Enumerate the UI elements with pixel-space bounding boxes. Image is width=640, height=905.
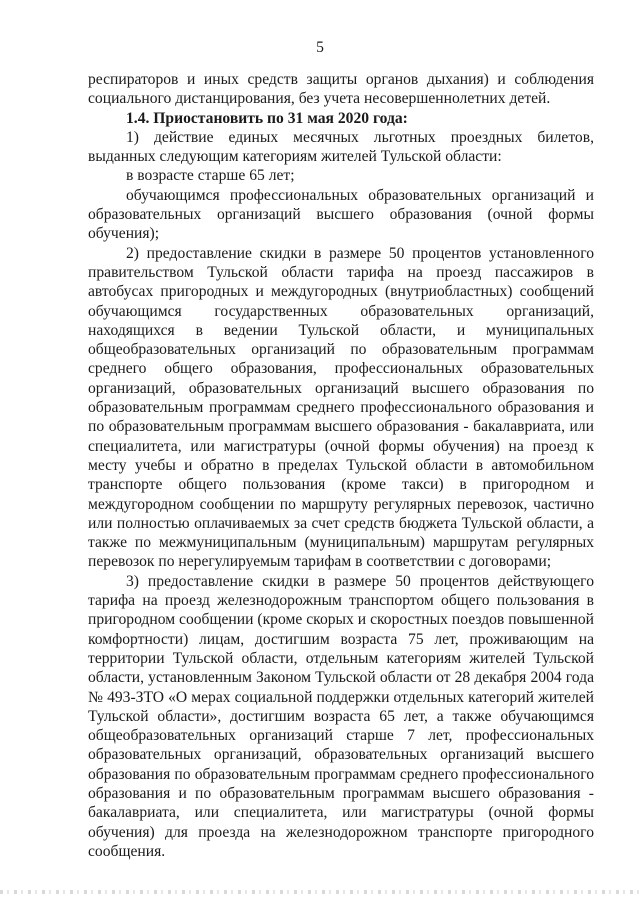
section-heading: 1.4. Приостановить по 31 мая 2020 года: xyxy=(126,109,408,127)
paragraph-subitem-students: обучающимся профессиональных образовательных организаций и образовательных организаций высшего образования (очной формы обучения); xyxy=(88,186,594,243)
paragraph-subitem-age: в возрасте старше 65 лет; xyxy=(126,167,295,185)
paragraph-continuation: респираторов и иных средств защиты органов дыхания) и соблюдения социального дистанцирования, без учета несовершеннолетних детей. xyxy=(88,71,594,108)
paragraph-item-1: 1) действие единых месячных льготных проездных билетов, выданных следующим категориям жителей Тульской области: xyxy=(88,128,594,166)
page-number: 5 xyxy=(316,39,324,56)
scan-artifact-line xyxy=(0,890,640,894)
paragraph-item-3: 3) предоставление скидки в размере 50 процентов действующего тарифа на проезд железнодорожным транспортом общего пользования в пригородном сообщении (кроме скорых и скоростных поездов повышенной комфортности) лицам, достигшим возраста 75 лет, проживающим на территории Тульской области, отдельным категориям жителей Тульской области, установленным Законом Тульской области от 28 декабря 2004 года № 493-ЗТО «О мерах социальной поддержки отдельных категорий жителей Тульской области», достигшим возраста 65 лет, а также обучающимся общеобразовательных организаций старше 7 лет, профессиональных образовательных организаций, образовательных организаций высшего образования по образовательным программам среднего профессионального образования и по образовательным программам высшего образования - бакалавриата, или специалитета, или магистратуры (очной формы обучения) для проезда на железнодорожном транспорте пригородного сообщения. xyxy=(88,572,594,860)
document-body xyxy=(88,70,594,861)
paragraph-item-2: 2) предоставление скидки в размере 50 процентов установленного правительством Тульской области тарифа на проезд пассажиров в автобусах пригородных и междугородных (внутриобластных) сообщений обучающимся государственных образовательных организаций, находящихся в ведении Тульской области, и муниципальных общеобразовательных организаций по образовательным программам среднего общего образования, профессиональных образовательных организаций, образовательных организаций высшего образования по образовательным программам среднего профессионального образования и по образовательным программам высшего образования - бакалавриата, или специалитета, или магистратуры (очной формы обучения) на проезд к месту учебы и обратно в пределах Тульской области в автомобильном транспорте общего пользования (кроме такси) в пригородном и междугородном сообщении по маршруту регулярных перевозок, частично или полностью оплачиваемых за счет средств бюджета Тульской области, а также по межмуниципальным (муниципальным) маршрутам регулярных перевозок по нерегулируемым тарифам в соответствии с договорами; xyxy=(88,244,594,571)
